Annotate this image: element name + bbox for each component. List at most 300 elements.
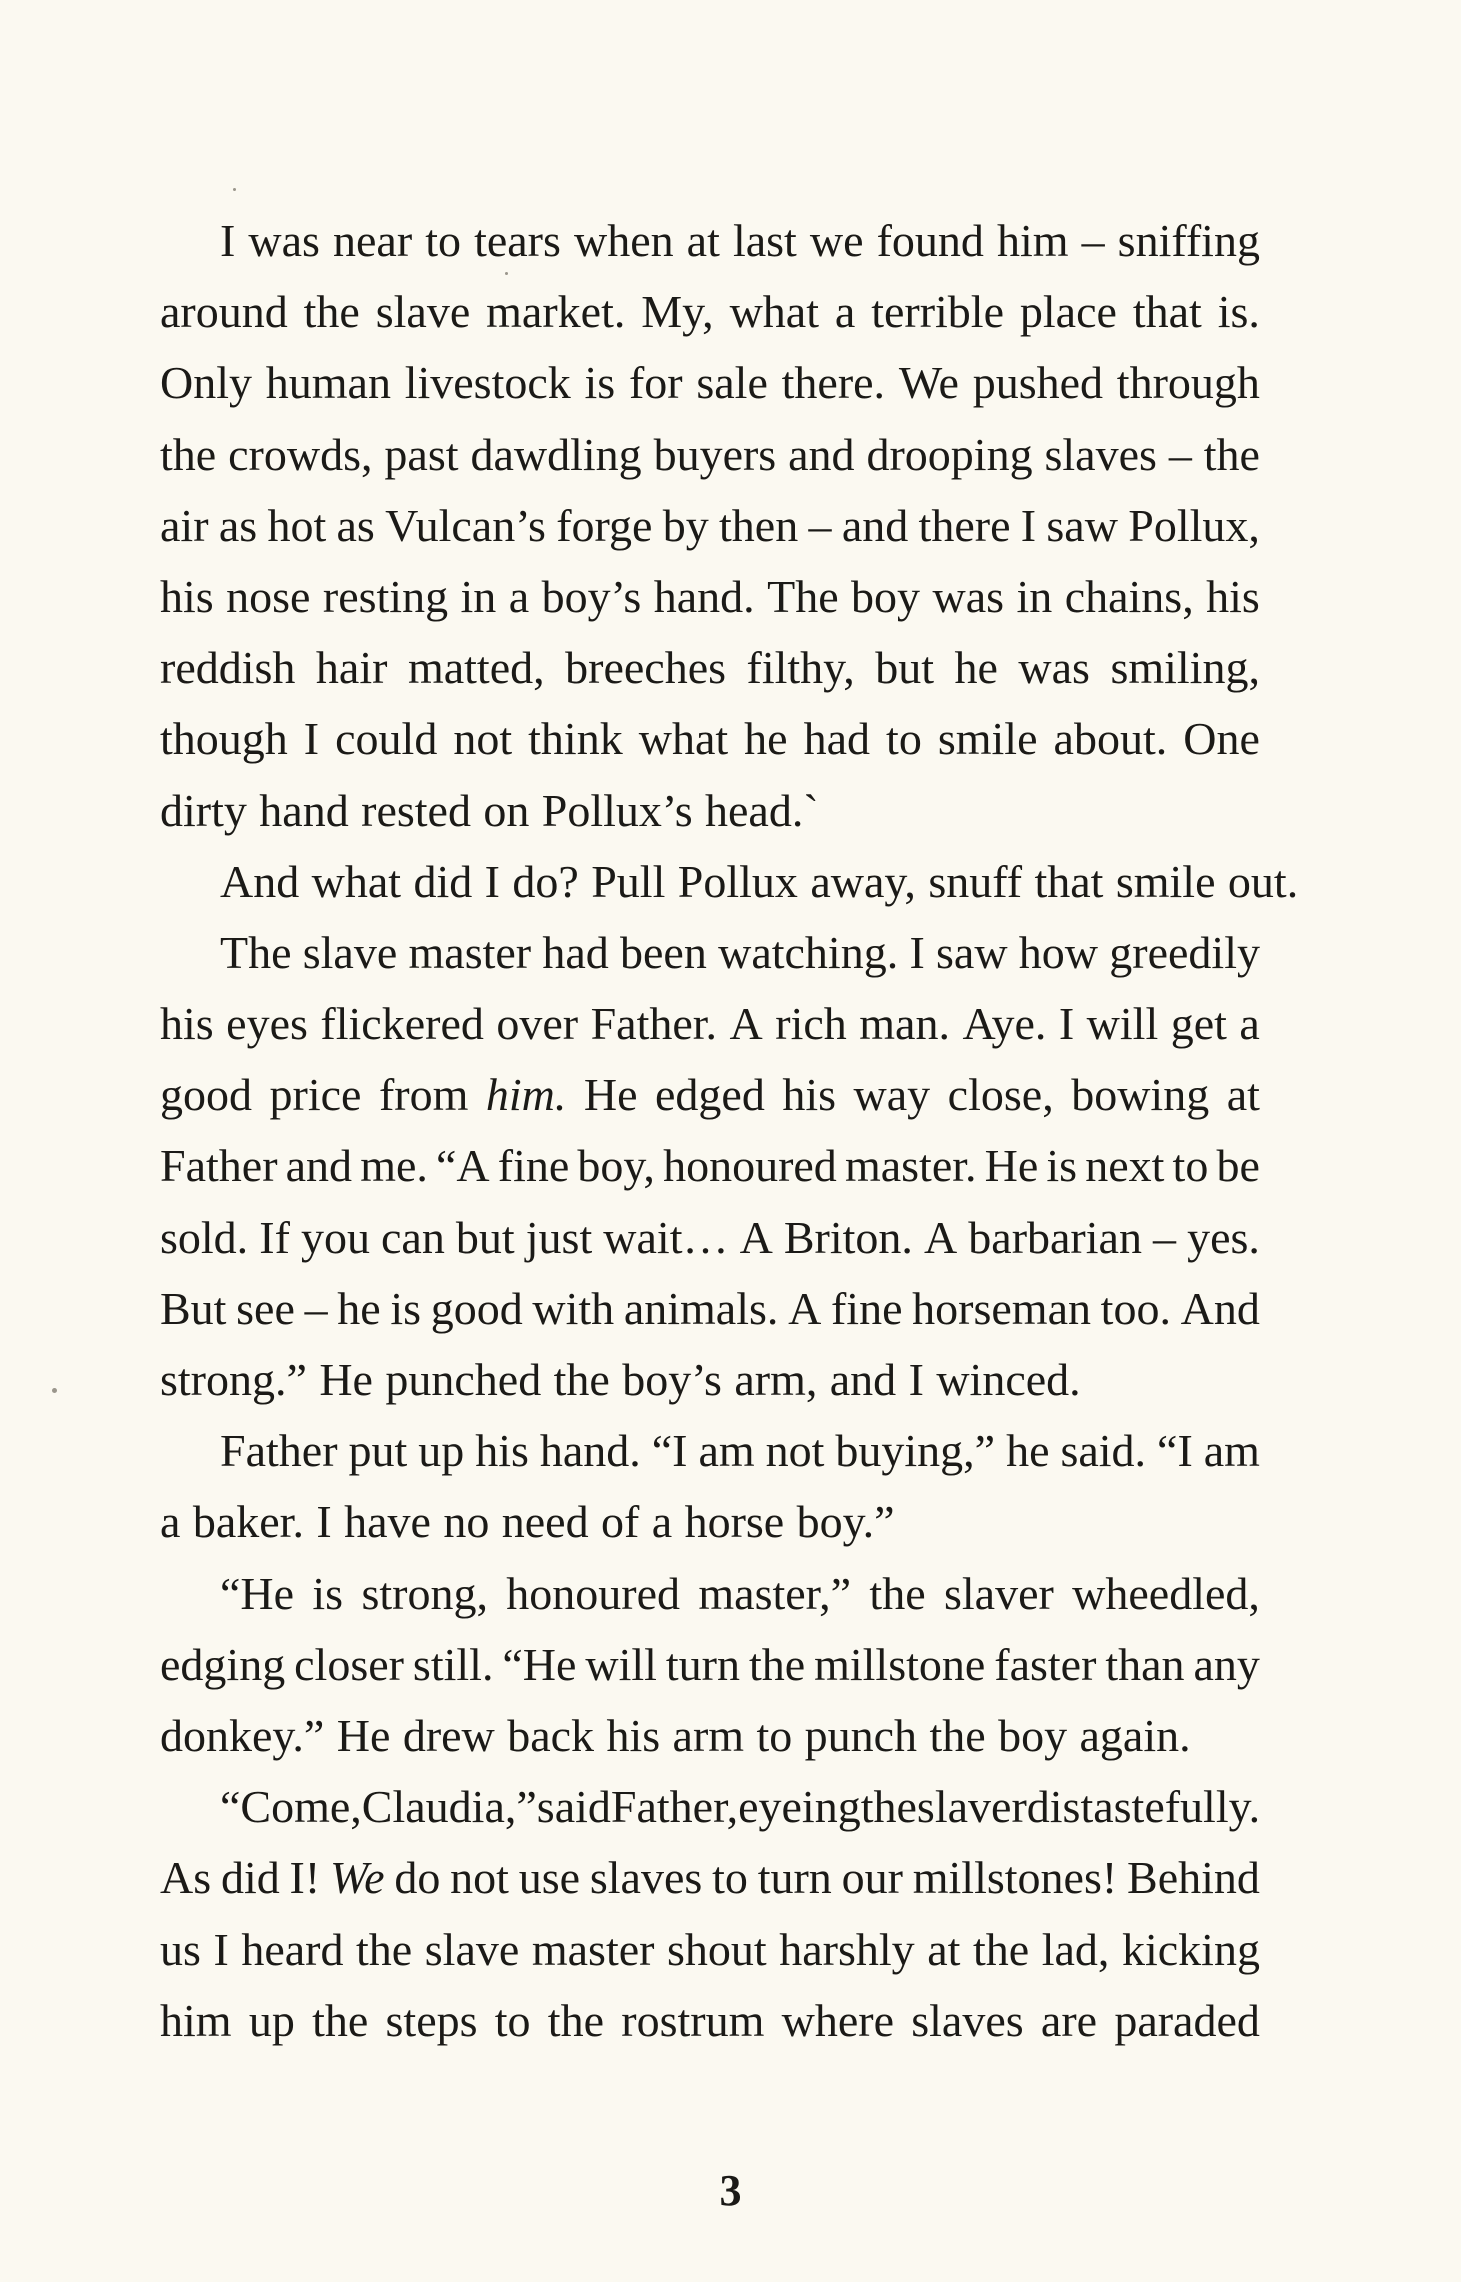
word: a <box>1239 998 1260 1050</box>
word: what <box>638 713 729 765</box>
word: slave <box>302 926 398 978</box>
text-line <box>160 1771 1260 1842</box>
text-line <box>160 917 1260 988</box>
word: and <box>829 1354 897 1405</box>
word: master <box>408 926 532 978</box>
word: the <box>860 1781 917 1833</box>
word: of <box>601 1496 640 1548</box>
word: he <box>1006 1425 1050 1477</box>
word: past <box>384 428 459 480</box>
word: master. <box>844 1140 977 1192</box>
word: – <box>1153 1211 1177 1263</box>
word: a <box>508 570 530 622</box>
text-line <box>160 1486 1260 1557</box>
word: distastefully. <box>1026 1781 1261 1833</box>
word: his <box>606 1709 661 1761</box>
word: boy.” <box>796 1496 895 1548</box>
word: I <box>484 855 500 907</box>
word: was <box>1018 642 1090 694</box>
word: Father <box>220 1425 338 1477</box>
word: what <box>729 286 819 338</box>
word: If <box>259 1211 290 1263</box>
word: the <box>748 1638 806 1690</box>
word: dawdling <box>470 428 642 480</box>
word: there. <box>781 357 886 409</box>
word: slaves <box>911 1994 1024 2046</box>
word: Father, <box>610 1781 739 1833</box>
word: filthy, <box>746 642 855 694</box>
word: at <box>927 1923 961 1975</box>
word: had <box>803 713 871 765</box>
word: smile <box>937 713 1038 765</box>
word: need <box>501 1496 589 1548</box>
word: He <box>319 1354 373 1405</box>
word: Behind <box>1127 1852 1260 1904</box>
word: fine <box>830 1282 903 1334</box>
word: slaves <box>589 1852 703 1904</box>
word: by <box>662 499 709 551</box>
word: bowing <box>1071 1069 1210 1121</box>
word: One <box>1183 713 1260 765</box>
word: winced. <box>936 1354 1081 1405</box>
word: Aye. <box>962 998 1047 1050</box>
word: I <box>909 926 925 978</box>
italic-word: him. <box>485 1069 567 1121</box>
word: he <box>337 1282 381 1334</box>
word: I <box>316 1496 332 1548</box>
word: saw <box>1046 499 1118 551</box>
word: chains, <box>1064 570 1194 622</box>
word: animals. <box>623 1282 779 1334</box>
word: fine <box>497 1140 570 1192</box>
word: – <box>808 499 832 551</box>
word: the <box>356 1923 413 1975</box>
word: forge <box>556 499 653 551</box>
text-line <box>160 1202 1260 1273</box>
word: terrible <box>871 286 1004 338</box>
word: But <box>160 1282 227 1334</box>
word: – <box>1168 428 1192 480</box>
word: breeches <box>565 642 727 694</box>
word: strong, <box>361 1567 488 1619</box>
word: Pollux <box>677 855 798 907</box>
text-line <box>160 632 1260 703</box>
word: still. <box>412 1638 494 1690</box>
word: a <box>160 1496 181 1548</box>
word: is. <box>1217 286 1260 338</box>
word: not <box>765 1425 825 1477</box>
word: and <box>841 499 909 551</box>
word: master <box>531 1923 655 1975</box>
word: horseman <box>912 1282 1091 1334</box>
word: rich <box>775 998 847 1050</box>
word: Pollux’s <box>541 784 693 836</box>
word: at <box>686 215 720 266</box>
word: price <box>269 1069 362 1121</box>
word: greedily <box>1109 926 1260 978</box>
word: punch <box>804 1709 918 1761</box>
word: donkey.” <box>160 1709 325 1761</box>
word: horse <box>684 1496 785 1548</box>
italic-word: We <box>329 1852 385 1904</box>
word: edging <box>160 1638 286 1690</box>
word: at <box>1226 1069 1260 1121</box>
word: snuff <box>928 855 1023 907</box>
text-line <box>160 1344 1260 1415</box>
word: the <box>303 286 360 338</box>
word: am <box>698 1425 755 1477</box>
word: Claudia,” <box>361 1781 537 1833</box>
word: him <box>160 1994 232 2046</box>
word: up <box>418 1425 465 1477</box>
word: last <box>732 215 797 266</box>
word: “He <box>502 1638 577 1690</box>
word: Briton. <box>783 1211 913 1263</box>
word: hair <box>315 642 388 694</box>
word: And <box>1180 1282 1260 1334</box>
word: smile <box>1115 855 1216 907</box>
word: eyes <box>226 998 308 1050</box>
word: slaver <box>916 1781 1027 1833</box>
text-line <box>160 1059 1260 1130</box>
word: when <box>573 215 674 266</box>
word: as <box>218 499 258 551</box>
word: sold. <box>160 1211 249 1263</box>
word: good <box>160 1069 252 1121</box>
word: – <box>304 1282 328 1334</box>
word: can <box>381 1211 445 1263</box>
word: drooping <box>866 428 1033 480</box>
word: A <box>788 1282 822 1334</box>
word: his <box>160 998 214 1050</box>
word: that <box>1132 286 1202 338</box>
word: over <box>496 998 579 1050</box>
word: eyeing <box>738 1781 861 1833</box>
word: drew <box>402 1709 495 1761</box>
word: no <box>443 1496 490 1548</box>
word: I! <box>289 1852 321 1904</box>
word: how <box>1018 926 1099 978</box>
word: place <box>1019 286 1117 338</box>
word: back <box>507 1709 595 1761</box>
word: hand. <box>653 570 755 622</box>
word: strong.” <box>160 1354 307 1405</box>
text-line <box>160 205 1260 276</box>
word: too. <box>1100 1282 1171 1334</box>
word: market. <box>486 286 626 338</box>
word: crowds, <box>228 428 373 480</box>
word: – <box>1081 215 1105 266</box>
word: us <box>160 1923 201 1975</box>
word: slave <box>375 286 471 338</box>
word: as <box>336 499 375 551</box>
text-line <box>160 490 1260 561</box>
word: is <box>584 357 616 409</box>
word: slaves <box>1044 428 1157 480</box>
word: faster <box>994 1638 1097 1690</box>
word: rested <box>361 784 471 836</box>
word: the <box>929 1709 986 1761</box>
text-line <box>160 1415 1260 1486</box>
word: is <box>390 1282 422 1334</box>
word: to <box>886 713 922 765</box>
word: My, <box>641 286 714 338</box>
text-line <box>160 1985 1260 2056</box>
word: pushed <box>972 357 1104 409</box>
word: on <box>483 784 530 836</box>
word: hand <box>259 784 349 836</box>
word: him <box>996 215 1069 266</box>
word: nose <box>226 570 311 622</box>
word <box>330 1842 385 1913</box>
word: hot <box>267 499 327 551</box>
word: “I <box>651 1425 688 1477</box>
word: around <box>160 286 288 338</box>
word: do? <box>512 855 579 907</box>
word: slave <box>424 1923 520 1975</box>
word: boy <box>998 1709 1068 1761</box>
word: honoured <box>506 1567 681 1619</box>
word: just <box>525 1211 593 1263</box>
word: man. <box>859 998 950 1050</box>
word: for <box>628 357 683 409</box>
word: air <box>160 499 209 551</box>
word: rostrum <box>621 1994 765 2046</box>
word: The <box>767 570 839 622</box>
word: steps <box>385 1994 478 2046</box>
word: near <box>333 215 413 266</box>
word: punched <box>385 1354 542 1405</box>
word: Pull <box>591 855 666 907</box>
text-line <box>160 347 1260 418</box>
word: master,” <box>698 1567 852 1619</box>
page-number: 3 <box>719 2166 742 2215</box>
word: not <box>453 713 513 765</box>
word: was <box>932 570 1005 622</box>
word: I <box>220 215 236 266</box>
word: is <box>312 1567 344 1619</box>
word: heard <box>241 1923 344 1975</box>
word: way <box>853 1069 931 1121</box>
word: shout <box>667 1923 767 1975</box>
word: will <box>585 1638 657 1690</box>
word: and <box>788 428 855 480</box>
word: he <box>954 642 998 694</box>
word: what <box>311 855 402 907</box>
word: did <box>413 855 473 907</box>
word: livestock <box>404 357 571 409</box>
word: are <box>1040 1994 1098 2046</box>
word: boy <box>851 570 921 622</box>
text-line <box>160 1130 1260 1201</box>
word: resting <box>322 570 449 622</box>
word: human <box>265 357 391 409</box>
word: yes. <box>1187 1211 1260 1263</box>
word: “He <box>220 1567 295 1619</box>
word: the <box>553 1354 610 1405</box>
word: there <box>918 499 1011 551</box>
word: said. <box>1060 1425 1147 1477</box>
word: dirty <box>160 784 247 836</box>
word: He <box>583 1069 638 1121</box>
text-line <box>160 1273 1260 1344</box>
word: wait… <box>603 1211 729 1263</box>
word: closer <box>294 1638 404 1690</box>
word: will <box>1086 998 1159 1050</box>
word: his <box>1206 570 1260 622</box>
word: slaver <box>943 1567 1054 1619</box>
word: harshly <box>779 1923 915 1975</box>
word: that <box>1034 855 1104 907</box>
text-line <box>160 988 1260 1059</box>
word: watching. <box>718 926 899 978</box>
word: reddish <box>160 642 296 694</box>
word: not <box>450 1852 509 1904</box>
word: Pollux, <box>1128 499 1260 551</box>
word: found <box>876 215 984 266</box>
word: A <box>923 1211 958 1263</box>
word: matted, <box>407 642 545 694</box>
word <box>486 1059 567 1130</box>
word: paraded <box>1114 1994 1260 2046</box>
word: I <box>1058 998 1075 1050</box>
word: As <box>160 1852 212 1904</box>
word: lad, <box>1041 1923 1110 1975</box>
word: buyers <box>653 428 777 480</box>
text-line <box>160 1914 1260 1985</box>
word: boy’s <box>541 570 642 622</box>
word: then <box>719 499 799 551</box>
word: again. <box>1079 1709 1191 1761</box>
word: Only <box>160 357 252 409</box>
text-line <box>160 1700 1260 1771</box>
word: A <box>729 998 763 1050</box>
word: to <box>712 1852 748 1904</box>
text-line <box>160 276 1260 347</box>
word: edged <box>655 1069 765 1121</box>
word: the <box>312 1994 369 2046</box>
word: where <box>781 1994 894 2046</box>
word: said <box>536 1781 611 1833</box>
word: next <box>1085 1140 1165 1192</box>
word: sniffing <box>1117 215 1260 266</box>
word: his <box>782 1069 837 1121</box>
word: “Come, <box>220 1781 362 1833</box>
text-line <box>160 561 1260 632</box>
word: turn <box>757 1852 832 1904</box>
word: boy, <box>577 1140 655 1192</box>
word: smiling, <box>1110 642 1260 694</box>
word: good <box>430 1282 523 1334</box>
word: turn <box>665 1638 740 1690</box>
word: with <box>532 1282 615 1334</box>
word: honoured <box>663 1140 837 1192</box>
word: our <box>841 1852 903 1904</box>
word: to <box>756 1709 793 1761</box>
word: flickered <box>320 998 484 1050</box>
word: Father. <box>590 998 718 1050</box>
word: wheedled, <box>1072 1567 1260 1619</box>
word: to <box>1172 1140 1209 1192</box>
word: been <box>620 926 707 978</box>
word: he <box>744 713 788 765</box>
word: millstone <box>814 1638 986 1690</box>
word: his <box>475 1425 529 1477</box>
word: millstones! <box>912 1852 1118 1904</box>
word: see <box>236 1282 295 1334</box>
word: than <box>1105 1638 1185 1690</box>
body-text <box>160 205 1299 2056</box>
word: but <box>875 642 934 694</box>
word: head.` <box>705 784 819 836</box>
word: am <box>1203 1425 1260 1477</box>
word: close, <box>947 1069 1054 1121</box>
word: A <box>739 1211 773 1263</box>
word: I <box>213 1923 229 1975</box>
text-line <box>160 703 1260 774</box>
word: was <box>248 215 320 266</box>
word: We <box>898 357 959 409</box>
word: barbarian <box>968 1211 1142 1263</box>
word: “I <box>1157 1425 1193 1477</box>
word: you <box>300 1211 370 1263</box>
word: have <box>344 1496 431 1548</box>
word: The <box>220 926 292 978</box>
word: arm <box>672 1709 745 1761</box>
word: be <box>1216 1140 1260 1192</box>
word: the <box>160 428 217 480</box>
word: from <box>378 1069 469 1121</box>
paper-speck <box>52 1388 57 1393</box>
text-line <box>160 1842 1260 1913</box>
word: to <box>494 1994 531 2046</box>
word: He <box>336 1709 391 1761</box>
word: did <box>220 1852 280 1904</box>
word: He <box>984 1140 1039 1192</box>
word: Vulcan’s <box>385 499 546 551</box>
word: tears <box>474 215 561 266</box>
word: the <box>1203 428 1260 480</box>
word: me. <box>360 1140 428 1192</box>
word: his <box>160 570 214 622</box>
word: up <box>248 1994 295 2046</box>
word: I <box>303 713 320 765</box>
word: in <box>1016 570 1053 622</box>
word: baker. <box>192 1496 304 1548</box>
word: a <box>834 286 856 338</box>
text-line <box>160 419 1260 490</box>
word: the <box>972 1923 1030 1975</box>
word: is <box>1046 1140 1078 1192</box>
word: do <box>394 1852 441 1904</box>
text-line <box>160 1558 1260 1629</box>
text-line <box>160 846 1299 917</box>
word: boy’s <box>622 1354 722 1405</box>
word: to <box>425 215 461 266</box>
word: sale <box>696 357 768 409</box>
word: use <box>518 1852 581 1904</box>
word: through <box>1116 357 1260 409</box>
word: I <box>908 1354 924 1405</box>
word: the <box>547 1994 604 2046</box>
word: hand. <box>539 1425 641 1477</box>
word: put <box>348 1425 408 1477</box>
word: the <box>869 1567 926 1619</box>
word: I <box>1020 499 1037 551</box>
word: “A <box>436 1140 490 1192</box>
text-line <box>160 1629 1260 1700</box>
word: kicking <box>1121 1923 1260 1975</box>
